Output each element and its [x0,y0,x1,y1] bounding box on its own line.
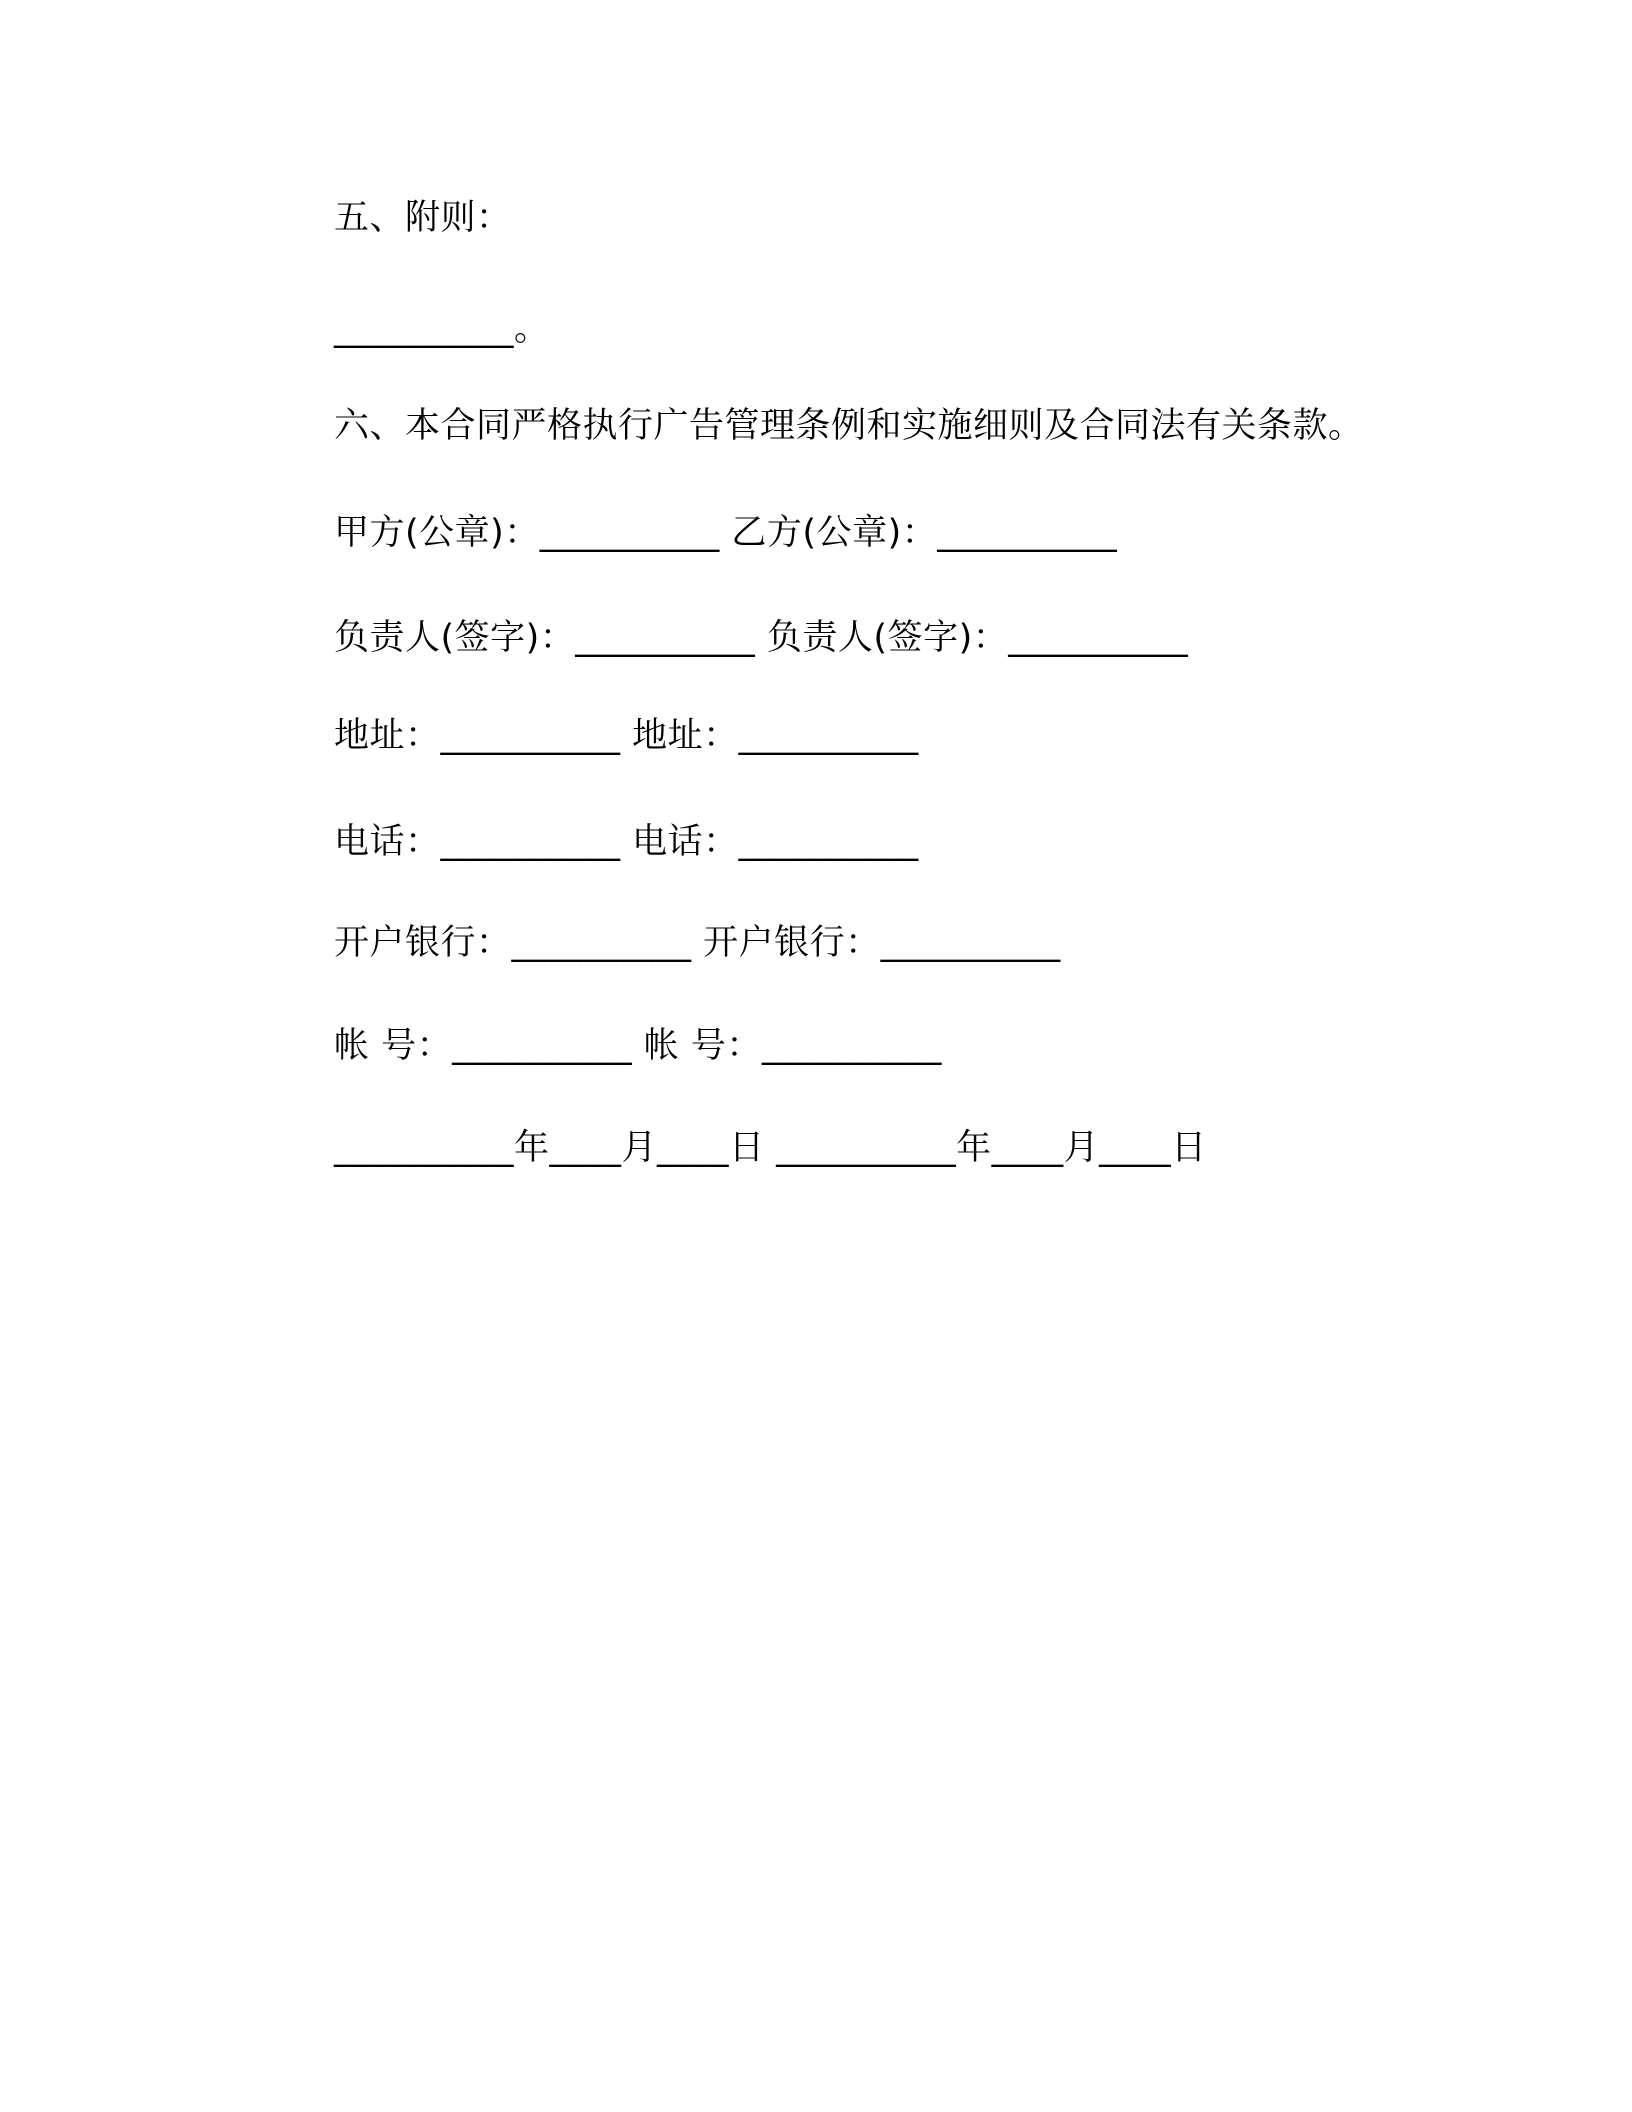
seal-line: 甲方(公章)：__________ 乙方(公章)：__________ [334,513,1118,553]
section-five-blank: __________。 [334,309,550,349]
bank-line: 开户银行：__________ 开户银行：__________ [334,923,1061,963]
responsible-signature-line: 负责人(签字)：__________ 负责人(签字)：__________ [334,618,1189,658]
account-line: 帐 号：__________ 帐 号：__________ [334,1026,942,1066]
date-line: __________年____月____日 __________年____月____日 [334,1128,1207,1168]
phone-line: 电话：__________ 电话：__________ [334,822,919,862]
address-line: 地址：__________ 地址：__________ [334,716,919,756]
section-five-heading: 五、附则： [334,198,512,238]
section-six-clause: 六、本合同严格执行广告管理条例和实施细则及合同法有关条款。 [334,406,1364,446]
